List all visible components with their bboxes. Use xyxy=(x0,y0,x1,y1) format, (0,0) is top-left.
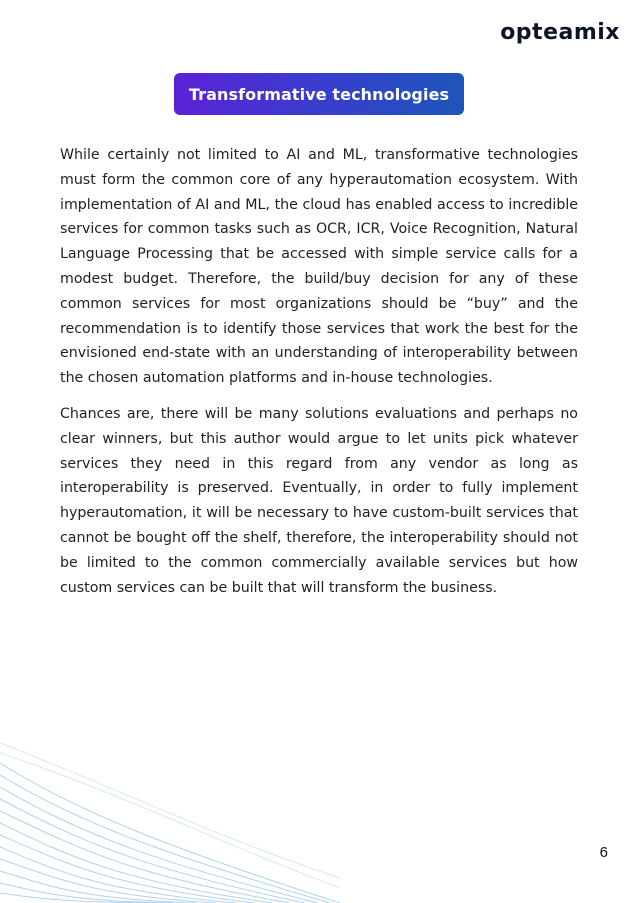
opteamix-logo xyxy=(500,22,620,44)
decorative-lines xyxy=(0,723,340,903)
paragraph-2: Chances are, there will be many solutions evaluations and perhaps no clear winners, but this author would argue to let units pick whatever services they need in this regard from any vendor as long as interoperability is preserved. Eventually, in order to fully implement hyperautomation, it will be necessary to have custom-built services that cannot be bought off the shelf, therefore, the interoperability should not be limited to the common commercially available services but how custom services can be built that will transform the business. xyxy=(60,405,578,596)
logo-text: opteamix xyxy=(500,20,620,45)
body-content xyxy=(60,143,578,600)
page-number: 6 xyxy=(599,844,608,861)
paragraph-1: While certainly not limited to AI and ML, transformative technologies must form the common core of any hyperautomation ecosystem. With implementation of AI and ML, the cloud has enabled access to incredible services for common tasks such as OCR, ICR, Voice Recognition, Natural Language Processing that be accessed with simple service calls for a modest budget. Therefore, the build/buy decision for any of these common services for most organizations should be “buy” and the recommendation is to identify those services that work the best for the envisioned end-state with an understanding of interoperability between the chosen automation platforms and in-house technologies. xyxy=(60,147,578,387)
section-title: Transformative technologies xyxy=(174,73,464,115)
